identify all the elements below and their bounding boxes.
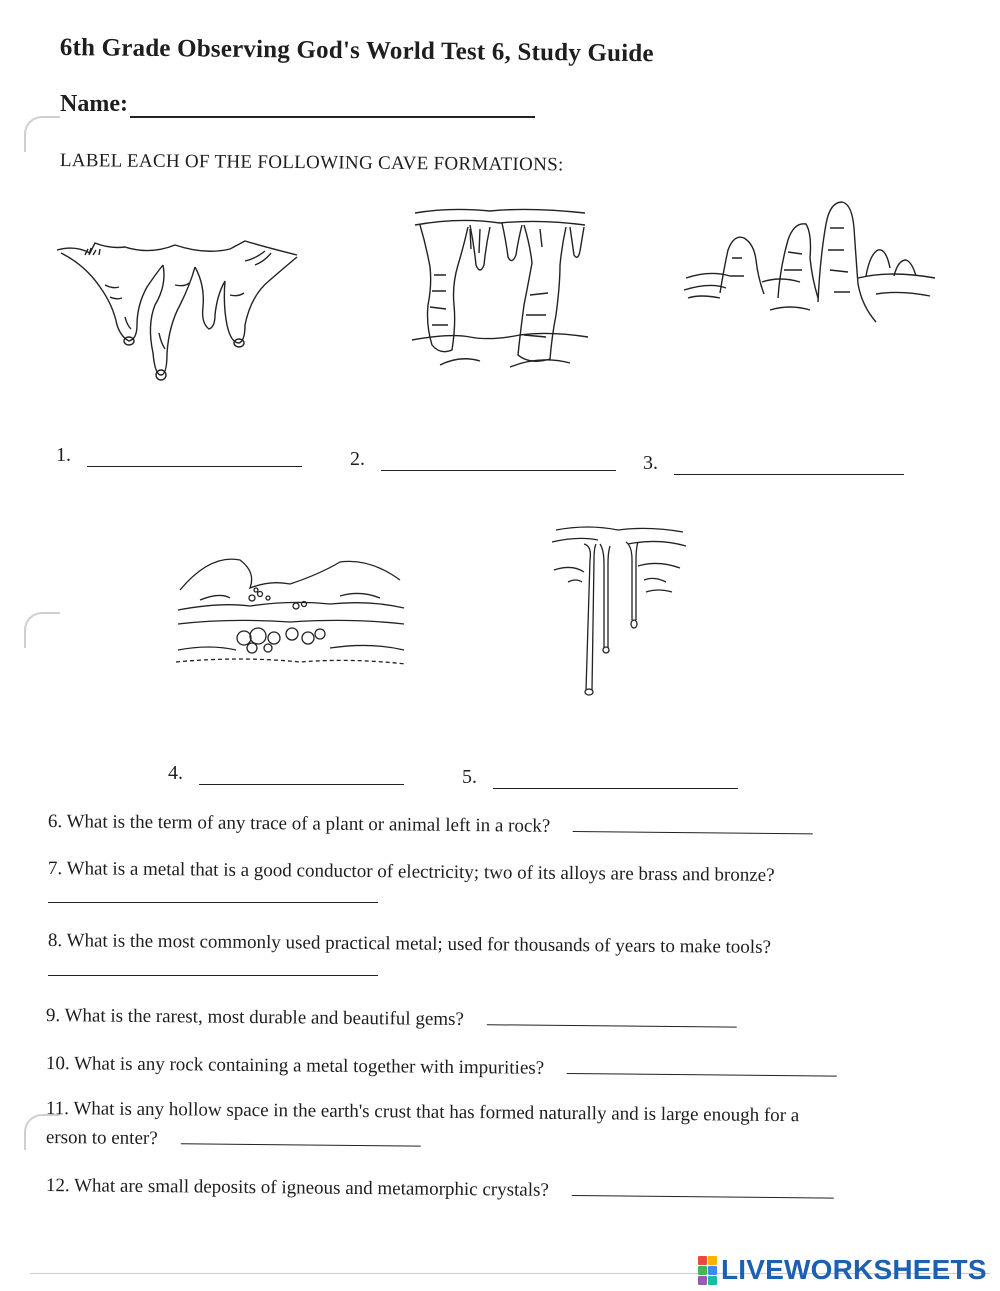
question-text-continuation: erson to enter?: [45, 1126, 158, 1150]
question-text: What is the rarest, most durable and beautiful gems?: [64, 1005, 465, 1031]
liveworksheets-logo-icon: [698, 1256, 717, 1285]
punch-hole-middle: [24, 612, 60, 648]
question-number: 9.: [45, 1004, 61, 1027]
question-text: What are small deposits of igneous and metamorphic crystals?: [73, 1175, 549, 1201]
answer-input[interactable]: [487, 1006, 737, 1027]
answer-input[interactable]: [180, 1125, 420, 1146]
question-number: 11.: [45, 1098, 70, 1120]
label-answer-input[interactable]: [87, 448, 302, 467]
cave-pool-pearls-drawing-icon: [170, 540, 410, 680]
label-number: 4.: [168, 762, 183, 784]
question-number: 12.: [45, 1174, 70, 1197]
label-item-5: [462, 766, 738, 789]
columns-drawing-icon: [410, 205, 590, 385]
answer-input-8[interactable]: [48, 975, 378, 976]
answer-input[interactable]: [567, 1055, 837, 1077]
soda-straws-drawing-icon: [548, 520, 693, 705]
label-answer-input[interactable]: [381, 452, 616, 471]
question-text: What is any hollow space in the earth's crust that has formed naturally and is large enough for a: [73, 1098, 800, 1127]
answer-input[interactable]: [572, 1177, 834, 1199]
label-number: 1.: [56, 444, 71, 466]
label-answer-input[interactable]: [199, 766, 404, 785]
question-10: [46, 1050, 837, 1083]
question-text: What is the term of any trace of a plant or animal left in a rock?: [66, 811, 551, 837]
question-number: 7.: [47, 858, 63, 880]
worksheet-title: 6th Grade Observing God's World Test 6, Study Guide: [59, 34, 654, 68]
question-number: 6.: [47, 810, 63, 833]
punch-hole-top: [24, 116, 60, 152]
question-8: [48, 930, 771, 959]
label-number: 5.: [462, 766, 477, 788]
name-input[interactable]: [130, 90, 535, 118]
label-item-2: [350, 448, 616, 471]
answer-input-7[interactable]: [48, 902, 378, 903]
instruction-text: LABEL EACH OF THE FOLLOWING CAVE FORMATIONS:: [59, 150, 564, 176]
name-label: Name:: [60, 91, 128, 117]
question-11: [46, 1098, 800, 1127]
question-text: What is a metal that is a good conductor of electricity; two of its alloys are brass and bronze?: [66, 858, 775, 886]
question-number: 10.: [45, 1052, 70, 1075]
label-number: 3.: [643, 452, 658, 474]
label-item-3: [643, 452, 904, 475]
question-6: [48, 808, 813, 840]
question-12: [46, 1172, 834, 1205]
name-row: [60, 90, 535, 118]
liveworksheets-logo-text: LIVEWORKSHEETS: [721, 1254, 987, 1285]
question-7: [48, 858, 775, 887]
label-number: 2.: [350, 448, 365, 470]
question-11-continuation: [46, 1124, 421, 1153]
stalactites-drawing-icon: [55, 225, 305, 400]
label-answer-input[interactable]: [493, 770, 738, 789]
stalagmites-drawing-icon: [680, 198, 940, 328]
label-item-4: [168, 762, 404, 785]
question-number: 8.: [47, 930, 63, 952]
question-9: [46, 1002, 737, 1034]
question-text: What is any rock containing a metal together with impurities?: [73, 1053, 545, 1079]
answer-input[interactable]: [573, 813, 813, 834]
label-item-1: [56, 444, 302, 467]
question-text: What is the most commonly used practical metal; used for thousands of years to make tools?: [66, 930, 772, 958]
label-answer-input[interactable]: [674, 456, 904, 475]
liveworksheets-logo[interactable]: [698, 1254, 987, 1286]
